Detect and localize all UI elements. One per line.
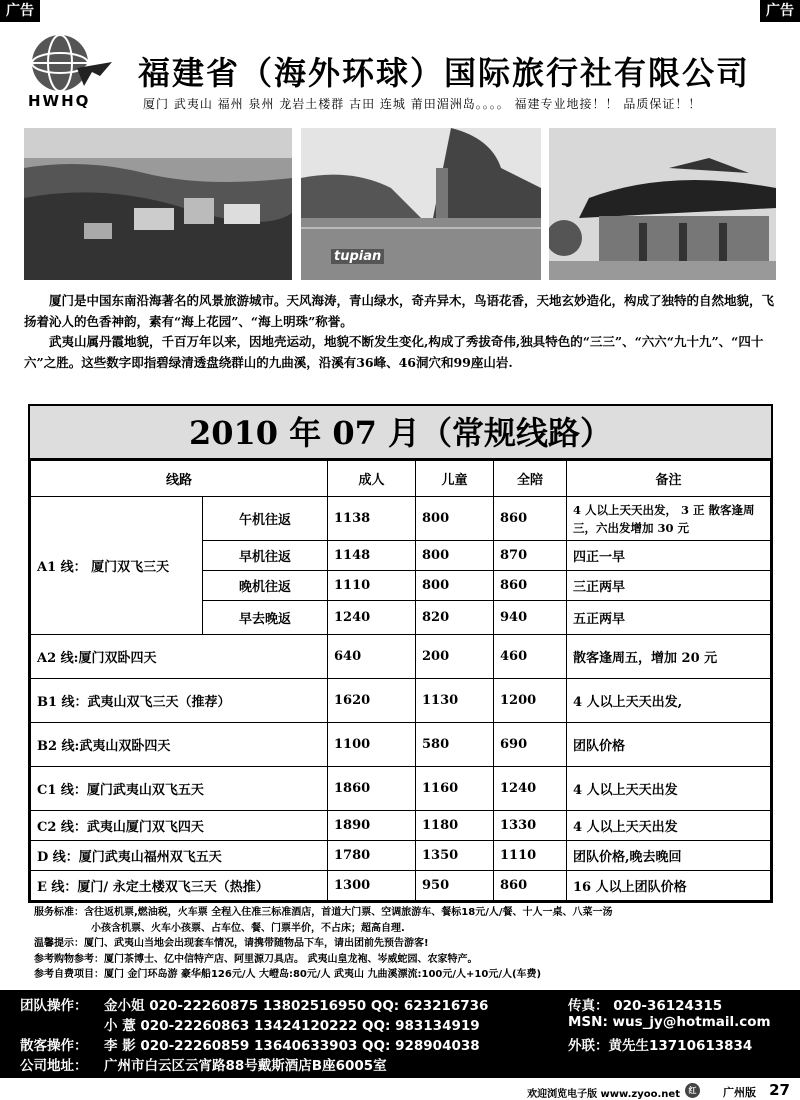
price-adult: 640 (328, 635, 416, 679)
route-name: C1 线：厦门武夷山双飞五天 (31, 767, 328, 811)
price-child: 800 (416, 541, 494, 571)
contact-row (0, 1034, 800, 1054)
ad-tag-left: 广告 (0, 0, 40, 22)
photo-gulangyu (24, 128, 292, 280)
price-child: 580 (416, 723, 494, 767)
route-note: 四正一早 (567, 541, 771, 571)
price-escort: 690 (494, 723, 567, 767)
route-name: A2 线:厦门双卧四天 (31, 635, 328, 679)
fax: 传真： 020-36124315 (568, 998, 723, 1014)
route-name: B1 线：武夷山双飞三天（推荐） (31, 679, 328, 723)
table-row (31, 635, 771, 679)
table-row (31, 679, 771, 723)
table-header-row (31, 461, 771, 497)
contact-row (0, 994, 800, 1014)
price-escort: 460 (494, 635, 567, 679)
page-footer (0, 1080, 800, 1100)
route-sub-label: 晚机往返 (203, 571, 328, 601)
ad-tag-right: 广告 (760, 0, 800, 22)
price-child: 1130 (416, 679, 494, 723)
service-standard: 服务标准：含往返机票,燃油税，火车票 全程入住准三标准酒店，首道大门票、空调旅游车、餐标18元/人/餐、十人一桌、八菜一汤 (34, 907, 613, 918)
company-address: 广州市白云区云宵路88号戴斯酒店B座6005室 (104, 1058, 387, 1074)
contact-row (0, 1054, 800, 1074)
price-child: 200 (416, 635, 494, 679)
price-escort: 1200 (494, 679, 567, 723)
team-label: 团队操作： (20, 998, 88, 1014)
price-adult: 1860 (328, 767, 416, 811)
table-row (31, 723, 771, 767)
address-label: 公司地址： (20, 1058, 88, 1074)
price-adult: 1780 (328, 841, 416, 871)
route-note: 团队价格 (567, 723, 771, 767)
price-adult: 1100 (328, 723, 416, 767)
price-escort: 940 (494, 601, 567, 635)
header-route: 线路 (31, 461, 328, 497)
price-adult: 1138 (328, 497, 416, 541)
retail-contact: 李 影 020-22260859 13640633903 QQ: 928904038 (104, 1038, 480, 1054)
table-row (31, 841, 771, 871)
price-escort: 870 (494, 541, 567, 571)
price-escort: 1240 (494, 767, 567, 811)
route-table-box (28, 404, 773, 903)
price-adult: 1890 (328, 811, 416, 841)
intro-paragraph-xiamen: 厦门是中国东南沿海著名的风景旅游城市。天风海涛，青山绿水，奇卉异木，鸟语花香，天地玄妙造化，构成了独特的自然地貌，飞扬着沁人的色香神韵，素有“海上花园”、“海上明珠”称誉。 (24, 293, 775, 329)
route-note: 16 人以上团队价格 (567, 871, 771, 901)
photo-temple (549, 128, 776, 280)
price-escort: 1330 (494, 811, 567, 841)
price-adult: 1148 (328, 541, 416, 571)
photo-watermark: tupian (331, 249, 384, 264)
price-adult: 1620 (328, 679, 416, 723)
route-name: D 线：厦门武夷山福州双飞五天 (31, 841, 328, 871)
header-adult: 成人 (328, 461, 416, 497)
route-name: B2 线:武夷山双卧四天 (31, 723, 328, 767)
price-child: 950 (416, 871, 494, 901)
table-row (31, 811, 771, 841)
edition-icon: 红 (685, 1083, 700, 1098)
price-child: 1160 (416, 767, 494, 811)
route-note: 团队价格,晚去晚回 (567, 841, 771, 871)
route-sub-label: 早机往返 (203, 541, 328, 571)
route-name: C2 线：武夷山厦门双飞四天 (31, 811, 328, 841)
table-row (31, 871, 771, 901)
service-standard-children: 小孩含机票、火车小孩票、占车位、餐、门票半价，不占床；超高自理. (91, 922, 405, 934)
header-note: 备注 (567, 461, 771, 497)
header-escort: 全陪 (494, 461, 567, 497)
route-note: 4 人以上天天出发， 3 正 散客逢周三，六出发增加 30 元 (567, 497, 771, 541)
contact-row (0, 1014, 800, 1034)
price-escort: 860 (494, 871, 567, 901)
page-number: 27 (769, 1081, 790, 1099)
price-escort: 860 (494, 571, 567, 601)
retail-label: 散客操作： (20, 1038, 88, 1054)
intro-paragraph-wuyi: 武夷山属丹霞地貌，千百万年以来，因地壳运动，地貌不断发生变化,构成了秀拔奇伟,独具特色的“三三”、“六六“九十九”、“四十六”之胜。这些数字即指碧绿清透盘绕群山的九曲溪，沿溪有36峰、46洞穴和99座山岩. (24, 334, 764, 370)
price-child: 800 (416, 497, 494, 541)
route-table-heading: 2010 年 07 月（常规线路） (30, 406, 771, 460)
price-adult: 1110 (328, 571, 416, 601)
warm-tip: 温馨提示：厦门、武夷山当地会出现套车情况，请携带随物品下车，请出团前先预告游客! (34, 938, 429, 949)
price-child: 820 (416, 601, 494, 635)
price-adult: 1300 (328, 871, 416, 901)
photo-wuyi-river (301, 128, 541, 280)
footer-website[interactable]: 欢迎浏览电子版 www.zyoo.net (527, 1089, 680, 1100)
route-name: A1 线： 厦门双飞三天 (31, 497, 203, 635)
price-adult: 1240 (328, 601, 416, 635)
team-contact-2: 小 薏 020-22260863 13424120222 QQ: 983134919 (104, 1018, 480, 1034)
optional-items: 参考自费项目：厦门 金门环岛游 豪华船126元/人 大嶝岛:80元/人 武夷山 九曲溪漂流:100元/人+10元/人(车费) (34, 969, 542, 980)
photo-strip (24, 128, 776, 280)
table-row (31, 767, 771, 811)
logo-text: HWHQ (28, 92, 91, 110)
header-child: 儿童 (416, 461, 494, 497)
route-note: 三正两早 (567, 571, 771, 601)
route-price-table (30, 460, 771, 901)
intro-text (24, 291, 779, 373)
price-child: 800 (416, 571, 494, 601)
route-note: 散客逢周五，增加 20 元 (567, 635, 771, 679)
route-sub-label: 早去晚返 (203, 601, 328, 635)
msn-contact: MSN: wus_jy@hotmail.com (568, 1014, 771, 1030)
company-title: 福建省（海外环球）国际旅行社有限公司 (138, 54, 751, 92)
footer-edition: 广州版 (723, 1086, 756, 1099)
notes-section (34, 905, 794, 983)
team-contact-1: 金小姐 020-22260875 13802516950 QQ: 623216736 (104, 998, 489, 1014)
route-note: 4 人以上天天出发, (567, 679, 771, 723)
contact-bar (0, 990, 800, 1078)
route-note: 五正两早 (567, 601, 771, 635)
shopping-reference: 参考购物参考：厦门茶博士、亿中信特产店、阿里源刀具店。 武夷山皇龙袍、岑威蛇园、农家特产。 (34, 953, 478, 965)
route-note: 4 人以上天天出发 (567, 811, 771, 841)
price-escort: 1110 (494, 841, 567, 871)
price-child: 1180 (416, 811, 494, 841)
liaison-contact: 外联：黄先生13710613834 (568, 1038, 753, 1054)
route-note: 4 人以上天天出发 (567, 767, 771, 811)
company-subtitle: 厦门 武夷山 福州 泉州 龙岩土楼群 古田 连城 莆田湄洲岛。。。。 福建专业地接！！ 品质保证！！ (143, 97, 702, 111)
table-row (31, 497, 771, 541)
price-escort: 860 (494, 497, 567, 541)
route-sub-label: 午机往返 (203, 497, 328, 541)
price-child: 1350 (416, 841, 494, 871)
route-name: E 线：厦门/ 永定土楼双飞三天（热推） (31, 871, 328, 901)
